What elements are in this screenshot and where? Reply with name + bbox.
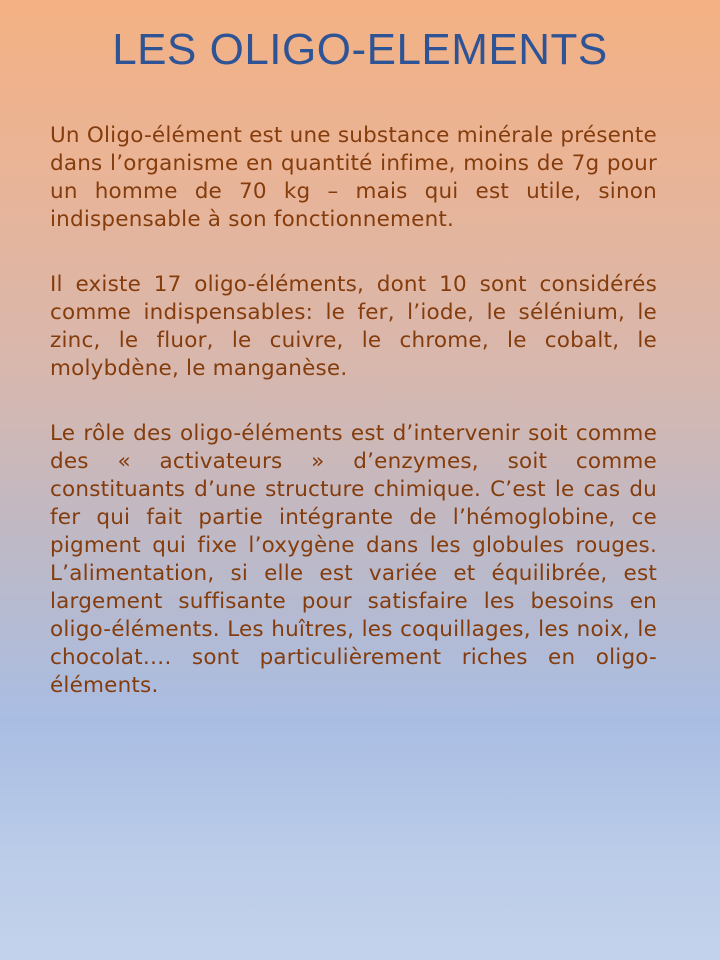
paragraph-role: Le rôle des oligo-éléments est d’intervenir soit comme des « activateurs » d’enzymes, soit comme constituants d’une structure chimique. C’est le cas du fer qui fait partie intégrante de l’hémoglobine, ce pigment qui fixe l’oxygène dans les globules rouges. L’alimentation, si elle est variée et équilibrée, est largement suffisante pour satisfaire les besoins en oligo-éléments. Les huîtres, les coquillages, les noix, le chocolat…. sont particulièrement riches en oligo-éléments. — [50, 421, 657, 698]
slide-body — [50, 122, 657, 737]
paragraph-essential-elements: Il existe 17 oligo-éléments, dont 10 sont considérés comme indispensables: le fer, l’iode, le sélénium, le zinc, le fluor, le cuivre, le chrome, le cobalt, le molybdène, le manganèse. — [50, 272, 657, 381]
paragraph-definition: Un Oligo-élément est une substance minérale présente dans l’organisme en quantité infime, moins de 7g pour un homme de 70 kg – mais qui est utile, sinon indispensable à son fonctionnement. — [50, 123, 657, 232]
slide-title: LES OLIGO-ELEMENTS — [112, 25, 608, 74]
